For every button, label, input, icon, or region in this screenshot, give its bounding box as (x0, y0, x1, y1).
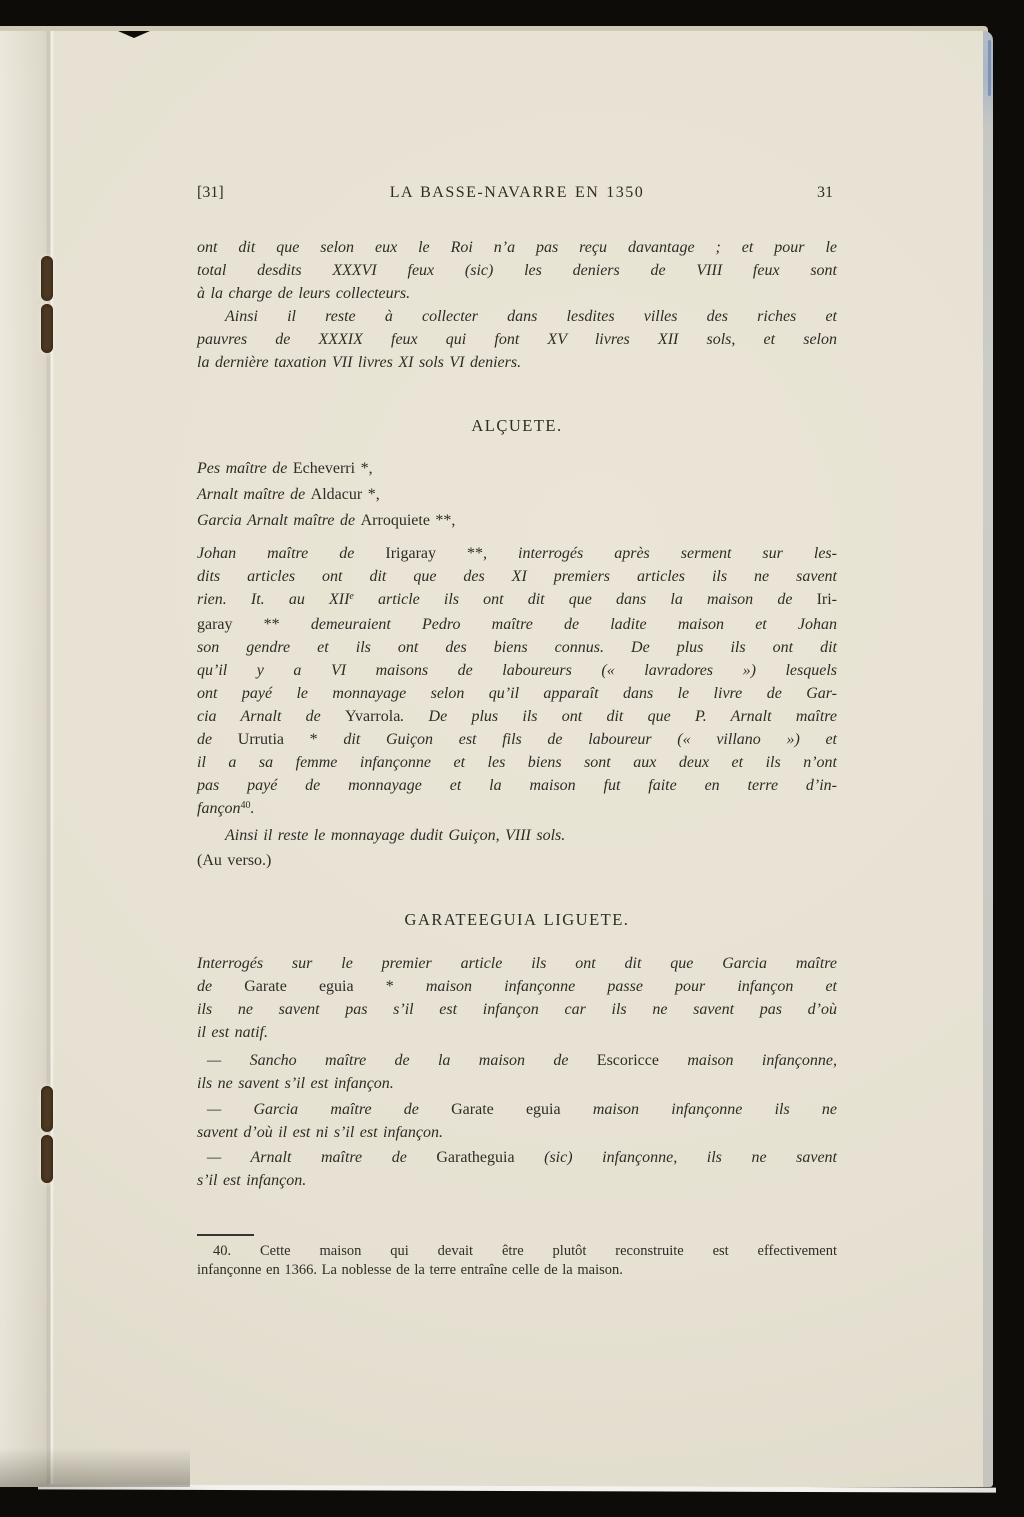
page-edge-right (983, 31, 993, 1487)
body-text: (sic) infançonne, ils ne savent (514, 1149, 838, 1166)
text-line (197, 824, 837, 847)
body-text: s’il est infançon. (197, 1172, 307, 1189)
proper-name-text: infançonne en 1366. La noblesse de la terre entraîne celle de la maison. (197, 1262, 623, 1278)
body-text: son gendre et ils ont des biens connus. De plus ils ont dit (197, 639, 837, 656)
text-line (197, 613, 837, 636)
body-text: — Garcia maître de (207, 1101, 452, 1118)
proper-name-text: Echeverri *, (292, 460, 373, 477)
staple-mark (41, 304, 53, 353)
garcia-entry (197, 1098, 837, 1144)
text-line (197, 1121, 837, 1144)
gutter-notch (118, 31, 150, 38)
body-text: rien. It. au XII (197, 591, 350, 608)
body-text: Pes maître de (197, 460, 293, 477)
sancho-entry (197, 1049, 837, 1095)
text-column (197, 31, 837, 1280)
arnalt-entry (197, 1146, 837, 1192)
body-text: à la charge de leurs collecteurs. (197, 285, 411, 302)
header-title: LA BASSE-NAVARRE EN 1350 (389, 184, 645, 201)
text-line (197, 588, 837, 613)
text-line (197, 797, 837, 822)
body-text: il est natif. (197, 1024, 268, 1041)
body-text: dit Guiçon est fils de laboureur (« villano ») et (317, 731, 837, 748)
text-line (197, 849, 837, 872)
text-line (197, 1021, 837, 1044)
proper-name-text: Garatheguia (436, 1149, 515, 1166)
monnayage-line (197, 824, 837, 847)
superscript-text: 40 (240, 800, 251, 811)
body-text: Interrogés sur le premier article ils ont dit que Garcia maître (197, 955, 837, 972)
body-text: article ils ont dit que dans la maison de (353, 591, 817, 608)
body-text: maison infançonne ils ne (560, 1101, 838, 1118)
body-text: fançon (197, 800, 241, 817)
witness-list (197, 456, 837, 534)
body-text: de (197, 978, 245, 995)
text-line (197, 682, 837, 705)
proper-name-text: Arroquiete **, (360, 512, 456, 529)
footnote (197, 1234, 837, 1280)
body-text: ont payé le monnayage selon qu’il apparaît dans le livre de Gar- (197, 685, 837, 702)
text-line (197, 774, 837, 797)
body-text: — Sancho maître de la maison de (207, 1052, 597, 1069)
text-line (197, 565, 837, 588)
body-text: , interrogés après serment sur les- (483, 545, 837, 562)
body-text: savent d’où il est ni s’il est infançon. (197, 1124, 444, 1141)
intro-paragraph (197, 236, 837, 305)
body-text: dits articles ont dit que des XI premiers articles ils ne savent (197, 568, 837, 585)
text-line (197, 1049, 837, 1072)
staple-mark (41, 1086, 53, 1132)
text-line (197, 1261, 837, 1280)
proper-name-text: Iri- (816, 591, 837, 608)
text-line (197, 751, 837, 774)
body-text: demeuraient Pedro maître de ladite maison et Johan (279, 616, 838, 633)
body-text: — Arnalt maître de (207, 1149, 437, 1166)
gutter-crease (46, 31, 54, 1487)
text-line (197, 236, 837, 259)
text-line (197, 351, 837, 374)
proper-name-text: 40. Cette maison qui devait être plutôt reconstruite est effectivement (213, 1243, 837, 1259)
body-text: Arnalt maître de (197, 486, 311, 503)
header-page-number: 31 (817, 184, 833, 201)
body-text: Ainsi il reste le monnayage dudit Guiçon, VIII sols. (225, 827, 566, 844)
body-text: ont dit que selon eux le Roi n’a pas reçu davantage ; et pour le (197, 239, 837, 256)
body-text: maison infançonne passe pour infançon et (393, 978, 838, 995)
footnote-rule (197, 1234, 254, 1236)
alcuete-heading: ALÇUETE. (471, 416, 563, 435)
page-curl-shadow (0, 1438, 190, 1487)
proper-name-text: Irigaray ** (385, 545, 484, 562)
proper-name-text: Garate eguia * (244, 978, 394, 995)
body-text: cia Arnalt de (197, 708, 346, 725)
text-line (197, 1242, 837, 1261)
text-line (197, 456, 837, 482)
body-text: ils ne savent s’il est infançon. (197, 1075, 394, 1092)
proper-name-text: Aldacur *, (310, 486, 380, 503)
proper-name-text: Urrutia * (237, 731, 318, 748)
body-blocks (197, 236, 837, 1192)
text-line (197, 705, 837, 728)
text-line (197, 328, 837, 351)
collect-paragraph (197, 305, 837, 374)
text-line (197, 1146, 837, 1169)
text-line (197, 975, 837, 998)
text-line (197, 482, 837, 508)
body-text: Johan maître de (197, 545, 386, 562)
garateeguia-heading: GARATEEGUIA LIGUETE. (404, 910, 630, 929)
body-text: ils ne savent pas s’il est infançon car ils ne savent pas d’où (197, 1001, 837, 1018)
proper-name-text: Yvarrola (345, 708, 401, 725)
staple-mark (41, 256, 53, 301)
text-line (197, 659, 837, 682)
text-line (197, 305, 837, 328)
gutter-shade (0, 31, 48, 1487)
superscript-text: e (349, 591, 354, 602)
text-line (197, 1072, 837, 1095)
body-text: pas payé de monnayage et la maison fut faite en terre d’in- (197, 777, 837, 794)
text-line (197, 952, 837, 975)
body-text: la dernière taxation VII livres XI sols VI deniers. (197, 354, 522, 371)
proper-name-text: Escoricce (596, 1052, 659, 1069)
text-line (197, 1098, 837, 1121)
text-line (197, 282, 837, 305)
text-line (197, 508, 837, 534)
irigaray-paragraph (197, 542, 837, 822)
body-text: qu’il y a VI maisons de laboureurs (« lavradores ») lesquels (197, 662, 837, 679)
body-text: maison infançonne, (658, 1052, 837, 1069)
text-line (197, 259, 837, 282)
proper-name-text: garay ** (197, 616, 280, 633)
body-text: . (250, 800, 255, 817)
page-header (197, 183, 837, 203)
page-edge-blue-line (988, 40, 991, 96)
proper-name-text: (Au verso.) (197, 852, 272, 869)
body-text: pauvres de XXXIX feux qui font XV livres XII sols, et selon (197, 331, 837, 348)
footnote-lines (197, 1242, 837, 1280)
proper-name-text: Garate eguia (451, 1101, 561, 1118)
verso-note (197, 849, 837, 872)
body-text: total desdits XXXVI feux (sic) les deniers de VIII feux sont (197, 262, 837, 279)
garate-paragraph (197, 952, 837, 1044)
body-text: il a sa femme infançonne et les biens sont aux deux et ils n’ont (197, 754, 837, 771)
header-bracket-number: [31] (197, 184, 224, 201)
body-text: Garcia Arnalt maître de (197, 512, 361, 529)
text-line (197, 542, 837, 565)
text-line (197, 728, 837, 751)
text-line (197, 998, 837, 1021)
body-text: . De plus ils ont dit que P. Arnalt maître (400, 708, 838, 725)
body-text: de (197, 731, 238, 748)
body-text: Ainsi il reste à collecter dans lesdites villes des riches et (225, 308, 837, 325)
text-line (197, 636, 837, 659)
staple-mark (41, 1135, 53, 1183)
text-line (197, 1169, 837, 1192)
